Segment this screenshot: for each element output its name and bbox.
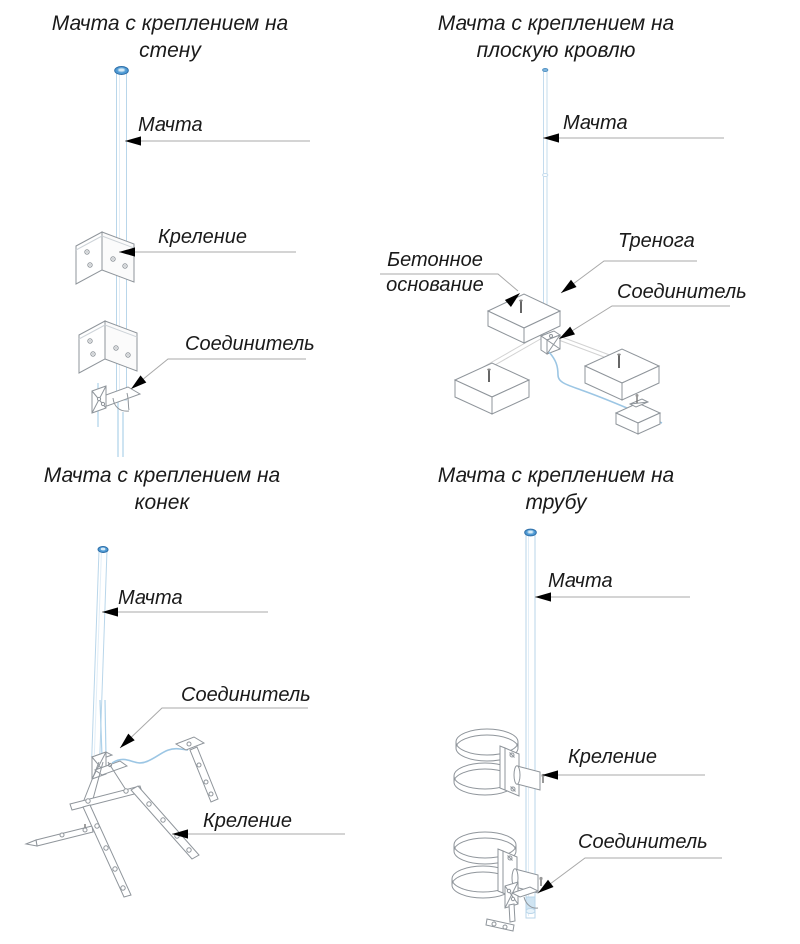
connector-part [541,331,560,354]
label-concrete-base: Бетонное основание [386,249,484,296]
leader-connector [557,306,730,343]
concrete-block-left [455,363,529,414]
panel-title-pipe: Мачта с креплением на трубу [437,464,675,514]
strap-long-right [131,786,199,859]
label-tripod: Тренога [618,230,695,252]
leader-bracket [542,770,705,779]
leader-connector [117,708,308,751]
leader-mast [125,136,310,145]
label-mast-flat-roof: Мачта [563,112,628,134]
label-mast-pipe: Мачта [548,570,613,592]
label-connector-flat-roof: Соединитель [617,281,747,303]
connector-part [486,882,538,931]
mast [525,529,537,918]
label-bracket-pipe: Креление [568,746,658,768]
label-connector-wall: Соединитель [185,333,315,355]
leader-mast [543,133,724,142]
cable [100,700,106,757]
label-connector-ridge: Соединитель [181,684,311,706]
label-connector-pipe: Соединитель [578,831,708,853]
mast [543,69,548,343]
label-bracket-ridge: Креление [203,810,293,832]
leader-connector [535,858,722,897]
cable-wavy [112,749,188,763]
right-strap [176,737,218,802]
panel-title-ridge: Мачта с креплением на конек [43,464,281,514]
label-bracket-wall: Креление [158,226,248,248]
strap-long-left [83,805,131,897]
ridge-mount-drawing [26,546,345,897]
leader-mast [535,592,690,601]
concrete-block-right [585,349,659,400]
label-mast-ridge: Мачта [118,587,183,609]
ridge-frame [26,762,142,846]
wall-bracket-lower [79,321,137,373]
leader-bracket [119,247,296,256]
leader-connector [128,359,306,393]
label-mast-wall: Мачта [138,114,203,136]
panel-title-wall: Мачта с креплением на стену [51,12,289,62]
panel-title-flat-roof: Мачта с креплением на плоскую кровлю [437,12,675,62]
